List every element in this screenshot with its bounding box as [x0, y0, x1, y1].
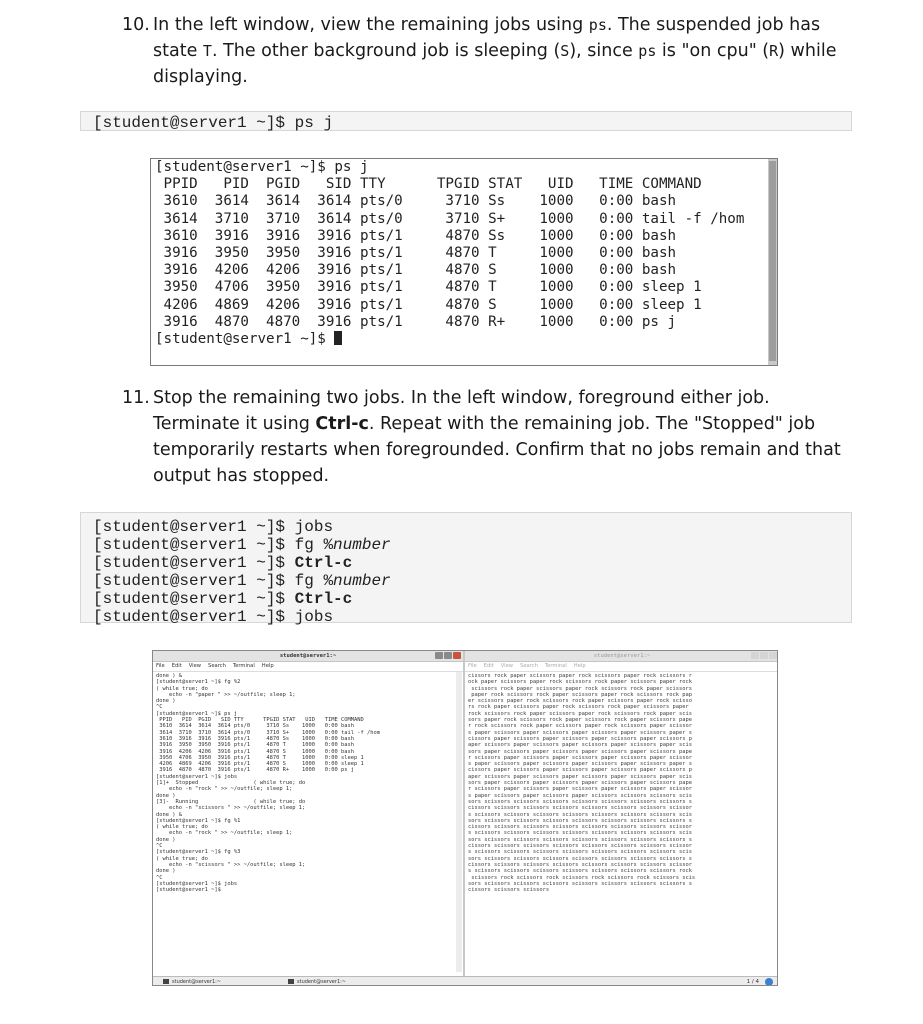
terminal-line: PPID PID PGID SID TTY TPGID STAT UID TIME COMMAND: [155, 176, 702, 193]
terminal-line: 3614 3710 3710 3614 pts/0 3710 S+ 1000 0:00 tail -f /hom: [155, 210, 745, 227]
terminal-line: sors scissors scissors scissors scissors scissors scissors scissors s: [468, 880, 692, 887]
terminal-line: cissors rock paper scissors paper rock scissors paper rock scissors r: [468, 673, 692, 679]
command-line: [student@server1 ~]$ jobs: [93, 518, 334, 536]
terminal-line: er scissors paper rock scissors rock paper scissors paper rock scisso: [468, 698, 692, 705]
terminal-line: echo -n "scissors " >> ~/outfile; sleep 1;: [156, 861, 306, 868]
left-terminal-window: [153, 651, 463, 976]
menu-item[interactable]: File: [156, 663, 165, 669]
terminal-line: s scissors scissors scissors scissors scissors scissors scissors scis: [468, 811, 692, 818]
menu-item[interactable]: Help: [573, 663, 586, 669]
window-titlebar: student@server1:~: [465, 651, 778, 662]
command-box: [80, 111, 852, 131]
menu-item[interactable]: Help: [261, 663, 274, 669]
terminal-line: cissors scissors scissors scissors scissors scissors scissors scissor: [468, 824, 692, 831]
menu-item[interactable]: Search: [208, 663, 226, 669]
terminal-line: ^C: [156, 704, 163, 711]
terminal-line: 3916 4206 4206 3916 pts/1 4870 S 1000 0:00 bash: [156, 748, 354, 755]
terminal-line: 3916 3950 3950 3916 pts/1 4870 T 1000 0:00 bash: [155, 245, 677, 262]
terminal-line: sors scissors scissors scissors scissors scissors scissors scissors s: [468, 798, 692, 805]
terminal-line: s scissors scissors scissors scissors scissors scissors scissors scis: [468, 830, 692, 837]
terminal-line: 3950 4706 3950 3916 pts/1 4870 T 1000 0:00 sleep 1: [155, 279, 702, 296]
menu-item[interactable]: View: [188, 663, 202, 669]
terminal-line: ( while true; do: [156, 685, 208, 692]
window-controls: [434, 652, 461, 660]
menu-item[interactable]: Edit: [483, 663, 494, 669]
terminal-line: r scissors paper scissors paper scissors paper scissors paper scissor: [468, 786, 692, 793]
terminal-line: done ): [156, 836, 176, 843]
step-text: Stop the remaining two jobs. In the left window, foreground either job. Terminate it using Ctrl-c. Repeat with the remaining job. The "Stopped" job temporarily restarts when foregrounded. Confirm that no jobs remain and that output has stopped.: [153, 388, 841, 486]
terminal-line: paper rock scissors rock paper scissors paper rock scissors rock pap: [468, 691, 692, 698]
workspace-pager[interactable]: 1 / 4: [746, 979, 759, 985]
terminal-line: 3916 4870 4870 3916 pts/1 4870 R+ 1000 0:00 ps j: [156, 767, 354, 774]
terminal-line: echo -n "paper " >> ~/outfile; sleep 1;: [156, 691, 296, 698]
terminal-line: [student@server1 ~]$ fg %1: [156, 817, 241, 824]
menu-item[interactable]: Search: [520, 663, 538, 669]
command-line: [student@server1 ~]$ ps j: [93, 114, 334, 132]
terminal-line: 3610 3916 3916 3916 pts/1 4870 Ss 1000 0:00 bash: [156, 735, 354, 742]
terminal-line: cissors scissors scissors scissors scissors scissors scissors scissor: [468, 805, 692, 812]
terminal-line: done ) &: [156, 673, 182, 679]
terminal-line: done ): [156, 698, 176, 705]
step-11: [122, 385, 842, 489]
terminal-line: ock paper scissors paper rock scissors rock paper scissors paper rock: [468, 679, 692, 686]
terminal-line: ( while true; do: [156, 855, 208, 862]
menu-item[interactable]: Terminal: [232, 663, 255, 669]
menu-bar: [465, 662, 778, 672]
menu-item[interactable]: Edit: [171, 663, 182, 669]
terminal-screenshot: [150, 158, 778, 366]
command-line: [student@server1 ~]$ Ctrl-c: [93, 554, 353, 572]
terminal-line: cissors scissors scissors scissors scissors scissors scissors scissor: [468, 861, 692, 868]
terminal-line: echo -n "rock " >> ~/outfile; sleep 1;: [156, 830, 293, 837]
menu-item[interactable]: View: [500, 663, 514, 669]
terminal-line: PPID PID PGID SID TTY TPGID STAT UID TIME COMMAND: [156, 717, 364, 724]
terminal-line: [student@server1 ~]$ fg %3: [156, 849, 241, 856]
menu-bar: [153, 662, 463, 672]
window-titlebar: student@server1:~: [153, 651, 463, 662]
close-icon[interactable]: [453, 652, 461, 659]
terminal-line: [1]+ Stopped ( while true; do: [156, 780, 306, 787]
terminal-line: [student@server1 ~]$ fg %2: [156, 679, 241, 686]
terminal-line: 3610 3614 3614 3614 pts/0 3710 Ss 1000 0:00 bash: [156, 723, 354, 730]
taskbar-item[interactable]: student@server1:~: [288, 978, 346, 986]
menu-item[interactable]: File: [468, 663, 477, 669]
terminal-output: [465, 672, 778, 893]
terminal-line: echo -n "scissors " >> ~/outfile; sleep 1;: [156, 805, 306, 812]
notification-icon[interactable]: [765, 978, 773, 986]
scrollbar-thumb[interactable]: [769, 161, 776, 361]
terminal-prompt-line: [student@server1 ~]$: [151, 331, 777, 348]
command-line: [student@server1 ~]$ fg %number: [93, 536, 391, 554]
terminal-line: done ): [156, 792, 176, 799]
command-line: [student@server1 ~]$ Ctrl-c: [93, 590, 353, 608]
terminal-line: cissors scissors scissors scissors scissors scissors scissors scissor: [468, 843, 692, 850]
terminal-line: s scissors scissors scissors scissors scissors scissors scissors rock: [468, 868, 692, 875]
terminal-icon: [288, 979, 294, 984]
terminal-line: aper scissors paper scissors paper scissors paper scissors paper scis: [468, 773, 692, 780]
terminal-line: done ): [156, 868, 176, 875]
terminal-line: 4206 4869 4206 3916 pts/1 4870 S 1000 0:00 sleep 1: [156, 761, 364, 768]
terminal-line: r scissors paper scissors paper scissors paper scissors paper scissor: [468, 754, 692, 761]
terminal-line: sors scissors scissors scissors scissors scissors scissors scissors s: [468, 836, 692, 843]
terminal-line: 3950 4706 3950 3916 pts/1 4870 T 1000 0:00 sleep 1: [156, 754, 364, 761]
terminal-line: sors scissors scissors scissors scissors scissors scissors scissors s: [468, 817, 692, 824]
command-box: [80, 512, 852, 626]
right-terminal-window: [465, 651, 778, 976]
scrollbar[interactable]: [456, 672, 462, 972]
minimize-icon[interactable]: [751, 652, 759, 659]
terminal-line: s scissors scissors scissors scissors scissors scissors scissors scis: [468, 849, 692, 856]
terminal-line: scissors rock paper scissors paper rock scissors rock paper scissors: [468, 685, 692, 692]
terminal-line: sors paper scissors paper scissors paper scissors paper scissors pape: [468, 780, 692, 787]
step-number: 11.: [122, 388, 150, 408]
terminal-line: [student@server1 ~]$ ps j: [155, 159, 369, 175]
maximize-icon[interactable]: [444, 652, 452, 659]
terminal-line: [student@server1 ~]$: [156, 887, 225, 894]
step-number: 10.: [122, 15, 150, 35]
terminal-line: ( while true; do: [156, 824, 208, 831]
terminal-line: ^C: [156, 843, 163, 850]
terminal-line: [student@server1 ~]$ jobs: [156, 773, 238, 780]
terminal-line: ^C: [156, 874, 163, 881]
window-controls: [750, 652, 777, 660]
terminal-line: [3]- Running ( while true; do: [156, 798, 306, 805]
terminal-line: rock scissors rock paper scissors paper rock scissors rock paper scis: [468, 710, 692, 717]
terminal-line: echo -n "rock " >> ~/outfile; sleep 1;: [156, 786, 293, 793]
terminal-line: sors scissors scissors scissors scissors scissors scissors scissors s: [468, 855, 692, 862]
taskbar-item[interactable]: student@server1:~: [163, 978, 221, 986]
terminal-line: cissors paper scissors paper scissors paper scissors paper scissors p: [468, 767, 692, 774]
scrollbar[interactable]: [768, 159, 777, 365]
maximize-icon[interactable]: [760, 652, 768, 659]
terminal-line: 3610 3916 3916 3916 pts/1 4870 Ss 1000 0:00 bash: [155, 227, 677, 244]
step-10: [122, 12, 842, 90]
terminal-line: 3916 4870 4870 3916 pts/1 4870 R+ 1000 0:00 ps j: [155, 313, 677, 330]
terminal-output: [151, 159, 777, 331]
terminal-line: done ) &: [156, 811, 182, 818]
terminal-line: [student@server1 ~]$ jobs: [156, 880, 238, 887]
menu-item[interactable]: Terminal: [544, 663, 567, 669]
terminal-line: sors paper rock scissors rock paper scissors rock paper scissors pape: [468, 717, 692, 724]
desktop-screenshot: [152, 650, 778, 986]
terminal-line: 3916 3950 3950 3916 pts/1 4870 T 1000 0:00 bash: [156, 742, 354, 749]
step-text: In the left window, view the remaining jobs using ps. The suspended job has state T. The other background job is sleeping (S), since ps is "on cpu" (R) while displaying.: [153, 15, 837, 87]
terminal-line: r rock scissors rock paper scissors paper rock scissors paper scissor: [468, 723, 692, 730]
terminal-icon: [163, 979, 169, 984]
minimize-icon[interactable]: [435, 652, 443, 659]
terminal-line: [student@server1 ~]$ ps j: [156, 710, 238, 717]
terminal-line: sors paper scissors paper scissors paper scissors paper scissors pape: [468, 748, 692, 755]
command-line: [student@server1 ~]$ fg %number: [93, 572, 391, 590]
close-icon[interactable]: [769, 652, 777, 659]
terminal-line: 3610 3614 3614 3614 pts/0 3710 Ss 1000 0:00 bash: [155, 193, 677, 210]
taskbar: [153, 976, 777, 986]
cursor: [334, 331, 342, 345]
terminal-line: s paper scissors paper scissors paper scissors scissors scissors scis: [468, 792, 692, 799]
terminal-line: 4206 4869 4206 3916 pts/1 4870 S 1000 0:00 sleep 1: [155, 296, 702, 313]
terminal-line: cissors paper scissors paper scissors paper scissors paper scissors p: [468, 735, 692, 742]
terminal-line: 3916 4206 4206 3916 pts/1 4870 S 1000 0:00 bash: [155, 262, 677, 279]
terminal-line: cissors scissors scissors: [468, 887, 553, 894]
terminal-line: s paper scissors paper scissors paper scissors paper scissors paper s: [468, 729, 692, 736]
terminal-line: rs rock paper scissors paper rock scissors rock paper scissors paper: [468, 704, 692, 711]
terminal-line: 3614 3710 3710 3614 pts/0 3710 S+ 1000 0:00 tail -f /hom: [156, 729, 380, 736]
terminal-line: scissors rock scissors rock scissors rock scissors rock scissors scis: [468, 874, 696, 881]
terminal-line: s paper scissors paper scissors paper scissors paper scissors paper s: [468, 761, 692, 768]
terminal-line: aper scissors paper scissors paper scissors paper scissors paper scis: [468, 742, 692, 749]
command-line: [student@server1 ~]$ jobs: [93, 608, 334, 626]
terminal-output: [153, 672, 463, 893]
